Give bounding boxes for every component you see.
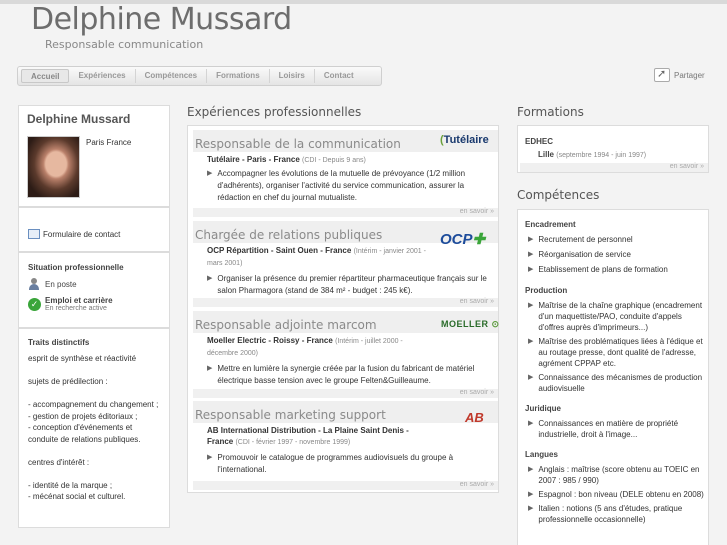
see-more-link[interactable]: en savoir » — [459, 389, 494, 396]
competence-group: Encadrement — [525, 220, 576, 229]
trait-line — [28, 365, 163, 377]
see-more-link[interactable]: en savoir » — [669, 163, 704, 170]
competence-item: ▶ Connaissance des mécanismes de production audiovisuelle — [528, 373, 703, 393]
see-more-link[interactable]: en savoir » — [459, 298, 494, 305]
competences-title: Compétences — [517, 188, 600, 202]
nav-competences[interactable]: Compétences — [136, 69, 207, 83]
emploi-sub: En recherche active — [45, 305, 107, 312]
status-text: En poste — [45, 279, 77, 289]
competence-item: ▶ Réorganisation de service — [528, 250, 631, 259]
nav-formations[interactable]: Formations — [207, 69, 270, 83]
trait-line: - accompagnement du changement ; — [28, 400, 159, 409]
share-button[interactable] — [654, 68, 705, 82]
experience-bullet: ▶ Promouvoir le catalogue de programmes audiovisuels du groupe à l'international. — [207, 453, 454, 474]
person-icon — [28, 278, 40, 290]
trait-line: sujets de prédilection : — [28, 377, 108, 386]
experience-company: Moeller Electric - Roissy - France (Intérim - juillet 2000 - décembre 2000) — [207, 336, 403, 357]
experience-title[interactable]: Responsable adjointe marcom — [195, 318, 377, 332]
bullet-icon: ▶ — [207, 275, 213, 282]
main-nav — [17, 66, 382, 86]
experiences-title: Expériences professionnelles — [187, 105, 362, 119]
competence-item: ▶ Recrutement de personnel — [528, 235, 633, 244]
competence-item: ▶ Italien : notions (5 ans d'études, pratique professionnelle occasionnelle) — [528, 504, 683, 524]
competence-item: ▶ Maîtrise de la chaîne graphique (encadrement d'un maquettiste/PAO, conduite d'appels d'offres auprès d'imprimeurs...) — [528, 301, 703, 332]
traits-title: Traits distinctifs — [28, 338, 90, 347]
experience-company: AB International Distribution - La Plaine Saint Denis - France (CDI - février 1997 - novembre 1999) — [207, 426, 409, 446]
bullet-icon: ▶ — [207, 170, 213, 177]
form-icon — [28, 229, 40, 239]
profile-name: Delphine Mussard — [27, 112, 131, 126]
trait-line: esprit de synthèse et réactivité — [28, 354, 137, 363]
logo-ocp: OCP✚ — [440, 231, 486, 248]
competence-group: Langues — [525, 450, 558, 459]
formation-detail: Lille (septembre 1994 - juin 1997) — [538, 150, 647, 159]
contact-form-link[interactable] — [28, 229, 120, 239]
formations-title: Formations — [517, 105, 584, 119]
logo-moeller: MOELLER ⊙ — [441, 319, 500, 329]
trait-line — [28, 468, 163, 480]
trait-line: centres d'intérêt : — [28, 457, 90, 467]
bullet-icon: ▶ — [207, 365, 213, 372]
competence-item: ▶ Connaissances en matière de propriété industrielle, droit à l'image... — [528, 419, 679, 439]
trait-line: - mécénat social et culturel. — [28, 492, 126, 501]
site-title[interactable]: Delphine Mussard — [31, 2, 292, 37]
situation-title: Situation professionnelle — [28, 263, 124, 272]
contact-form-label: Formulaire de contact — [43, 229, 121, 239]
experience-title[interactable]: Responsable marketing support — [195, 408, 386, 422]
experience-title[interactable]: Chargée de relations publiques — [195, 228, 383, 242]
status-row — [28, 278, 77, 290]
trait-line: conduite de relations publiques. — [28, 434, 141, 444]
trait-line: - gestion de projets éditoriaux ; — [28, 411, 138, 421]
see-more-link[interactable]: en savoir » — [459, 208, 494, 215]
trait-line — [28, 445, 163, 457]
nav-accueil[interactable]: Accueil — [21, 69, 69, 83]
emploi-title: Emploi et carrière — [45, 296, 113, 305]
check-icon: ✓ — [28, 298, 41, 311]
competence-item: ▶ Etablissement de plans de formation — [528, 265, 668, 274]
see-more-link[interactable]: en savoir » — [459, 481, 494, 488]
traits-list — [28, 353, 163, 503]
nav-experiences[interactable]: Expériences — [69, 69, 135, 83]
logo-ab: AB — [465, 410, 484, 425]
competences-list — [525, 220, 705, 525]
competence-group: Juridique — [525, 404, 562, 413]
share-icon — [654, 68, 670, 82]
trait-line: - conception d'événements et — [28, 423, 133, 432]
logo-tutelaire: (Tutélaire — [440, 134, 489, 146]
experience-company: Tutélaire - Paris - France (CDI - Depuis 9 ans) — [207, 155, 366, 164]
bullet-icon: ▶ — [207, 454, 213, 461]
formation-item — [525, 137, 646, 159]
competence-item: ▶ Espagnol : bon niveau (DELE obtenu en 2008) — [528, 490, 704, 499]
trait-line: - identité de la marque ; — [28, 480, 113, 490]
site-subtitle: Responsable communication — [45, 38, 204, 51]
experience-company: OCP Répartition - Saint Ouen - France (Intérim - janvier 2001 - mars 2001) — [207, 246, 426, 267]
formation-school: EDHEC — [525, 137, 554, 146]
nav-contact[interactable]: Contact — [323, 71, 354, 80]
avatar — [27, 136, 80, 198]
experience-item — [193, 401, 498, 476]
experience-bullet: ▶ Accompagner les évolutions de la mutuelle de prévoyance (1/2 million d'adhérents), organiser l'activité du service communication, assurer la rédaction en chef du journal mutualiste. — [207, 169, 466, 202]
nav-loisirs[interactable]: Loisirs — [270, 69, 315, 83]
experience-title[interactable]: Responsable de la communication — [195, 137, 401, 151]
share-label: Partager — [674, 70, 705, 80]
competence-item: ▶ Anglais : maîtrise (score obtenu au TOEIC en 2007 : 985 / 990) — [528, 465, 700, 485]
emploi-row — [28, 296, 113, 312]
profile-location: Paris France — [86, 138, 132, 147]
competence-group: Production — [525, 286, 568, 295]
experience-bullet: ▶ Mettre en lumière la synergie créée par la fusion du fabricant de matériel électrique basse tension avec le groupe Felten&Guilleaume. — [207, 364, 475, 385]
competence-item: ▶ Maîtrise des problématiques liées à l'édique et au routage presse, dont qualité de l'adresse, agrément CPPAP etc. — [528, 337, 703, 368]
trait-line — [28, 388, 163, 400]
experience-bullet: ▶ Organiser la présence du premier répartiteur pharmaceutique français sur le salon Pharmagora (stand de 384 m² - budget : 245 k€). — [207, 274, 487, 295]
